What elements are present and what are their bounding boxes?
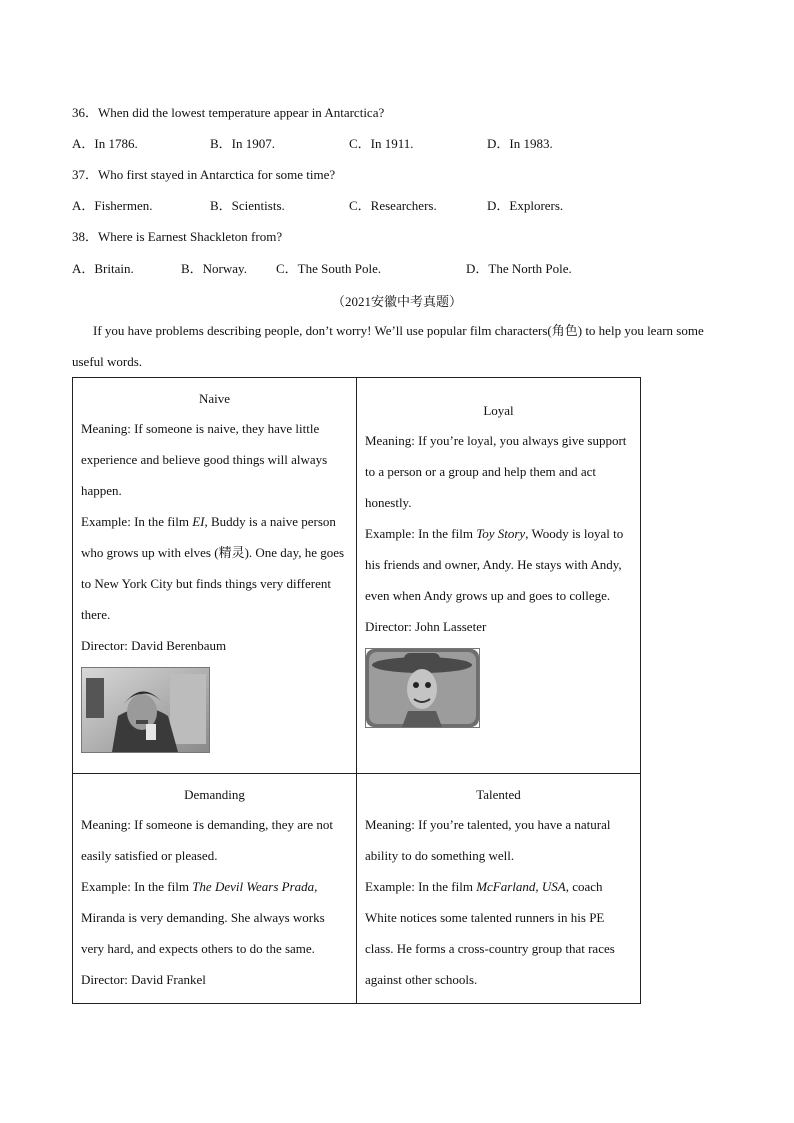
card-director: Director: John Lasseter [365,619,487,634]
card-director: Director: David Berenbaum [81,638,227,653]
question-37-stem: 37．Who first stayed in Antarctica for some time? [72,167,336,182]
card-title: Talented [476,787,521,802]
q37-option-b: B．Scientists. [210,198,285,213]
card-demanding [73,774,357,1004]
card-title: Demanding [184,787,245,802]
card-meaning: Meaning: If you’re loyal, you always give support to a person or a group and help them and act honestly. [365,433,627,510]
q37-option-a: A．Fishermen. [72,198,153,213]
card-talented [357,774,641,1004]
card-example: Example: In the film Toy Story, Woody is loyal to his friends and owner, Andy. He stays with Andy, even when Andy grows up and goes to college. [365,526,624,603]
card-loyal [357,378,641,774]
q36-option-b: B．In 1907. [210,136,276,151]
q37-option-d: D．Explorers. [487,198,564,213]
q36-option-d: D．In 1983. [487,136,553,151]
film-title: Toy Story [476,526,526,541]
woody-photo [365,648,480,728]
question-38-stem: 38．Where is Earnest Shackleton from? [72,229,283,244]
q38-option-d: D．The North Pole. [466,261,572,276]
q36-option-c: C．In 1911. [349,136,414,151]
intro-paragraph: If you have problems describing people, don’t worry! We’ll use popular film characters(角色) to help you learn some useful words. [72,323,704,369]
q38-option-a: A．Britain. [72,261,134,276]
card-title: Naive [198,391,231,406]
q36-option-a: A．In 1786. [72,136,138,151]
card-title: Loyal [483,403,514,418]
card-example: Example: In the film The Devil Wears Prada, Miranda is very demanding. She always works very hard, and expects others to do the same. [81,879,325,956]
card-meaning: Meaning: If someone is demanding, they are not easily satisfied or pleased. [81,817,333,863]
film-title: EI [192,514,205,529]
card-example: Example: In the film EI, Buddy is a naive person who grows up with elves (精灵). One day, he goes to New York City but finds things very different there. [81,514,345,622]
film-title: The Devil Wears Prada [192,879,315,894]
q38-option-c: C．The South Pole. [276,261,382,276]
buddy-photo [81,667,210,753]
source-tag: （2021安徽中考真题） [331,294,462,309]
card-example: Example: In the film McFarland, USA, coach White notices some talented runners in his PE class. He forms a cross-country group that races against other schools. [365,879,615,987]
film-character-table [72,377,641,1004]
card-director: Director: David Frankel [81,972,206,987]
q37-option-c: C．Researchers. [349,198,437,213]
card-naive [73,378,357,774]
film-title: McFarland, USA [476,879,566,894]
card-meaning: Meaning: If someone is naive, they have little experience and believe good things will always happen. [81,421,328,498]
question-36-stem: 36．When did the lowest temperature appear in Antarctica? [72,105,385,120]
card-meaning: Meaning: If you’re talented, you have a natural ability to do something well. [365,817,611,863]
q38-option-b: B．Norway. [181,261,247,276]
